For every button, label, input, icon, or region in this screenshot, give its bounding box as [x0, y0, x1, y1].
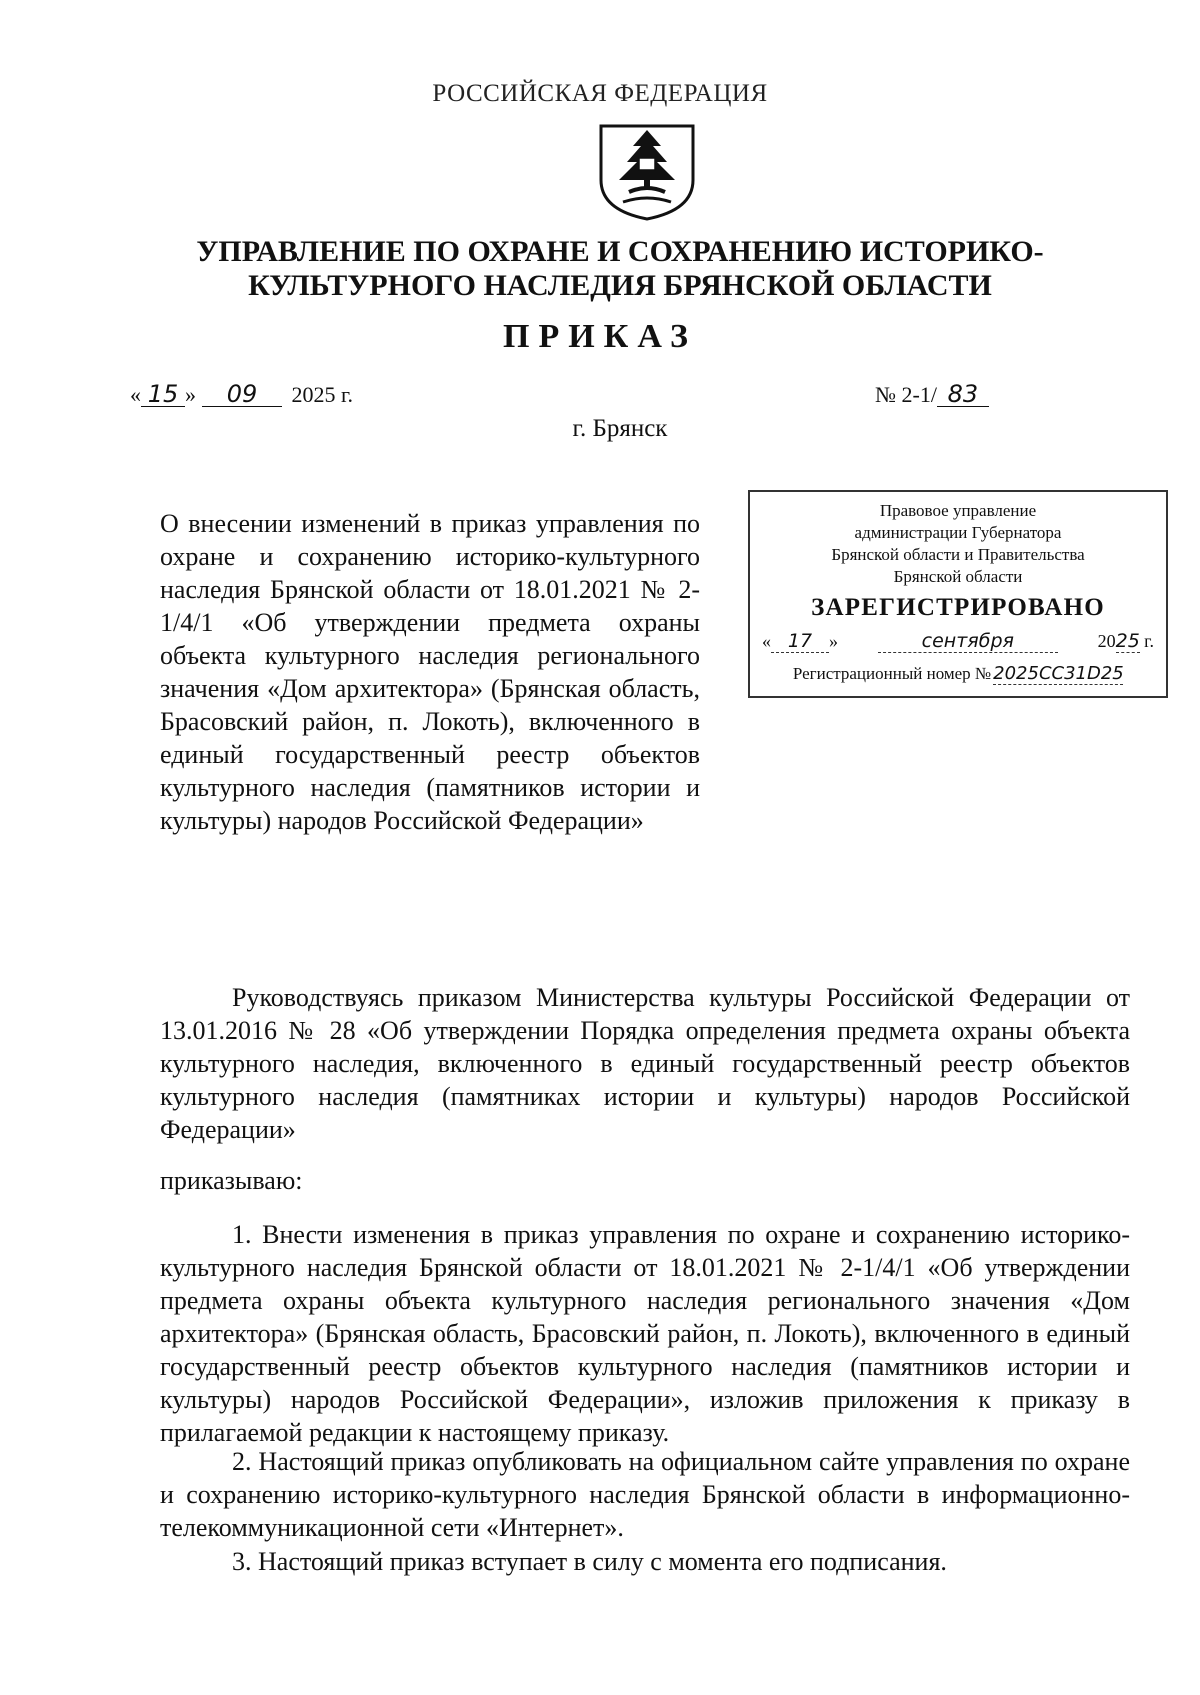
order-item-1: 1. Внести изменения в приказ управления по охране и сохранению историко-культурного наследия Брянской области от 18.01.2021 № 2-1/4/1 «Об утверждении предмета охраны объекта культурного наследия регионального значения «Дом архитектора» (Брянская область, Брасовский район, п. Локоть), включенного в единый государственный реестр объектов культурного наследия (памятников истории и культуры) народов Российской Федерации», изложив приложения к приказу в прилагаемой редакции к настоящему приказу.	[160, 1220, 1130, 1447]
city: г. Брянск	[572, 415, 668, 442]
date-close-quote: »	[185, 382, 196, 407]
order-subject: О внесении изменений в приказ управления по охране и сохранению историко-культурного наследия Брянской области от 18.01.2021 № 2-1/4/1 «Об утверждении предмета охраны объекта культурного наследия регионального значения «Дом архитектора» (Брянская область, Брасовский район, п. Локоть), включенного в единый государственный реестр объектов культурного наследия (памятников истории и культуры) народов Российской Федерации»	[160, 509, 700, 835]
stamp-date-year: 25	[1115, 630, 1140, 652]
stamp-date-year-prefix: 20	[1097, 631, 1116, 651]
stamp-date-open-quote: «	[762, 631, 771, 651]
country-header: РОССИЙСКАЯ ФЕДЕРАЦИЯ	[432, 80, 768, 107]
order-date	[130, 382, 353, 408]
organization-name: УПРАВЛЕНИЕ ПО ОХРАНЕ И СОХРАНЕНИЮ ИСТОРИКО-КУЛЬТУРНОГО НАСЛЕДИЯ БРЯНСКОЙ ОБЛАСТИ	[196, 235, 1044, 302]
order-number-value: 83	[937, 382, 989, 407]
stamp-date-month: сентября	[878, 630, 1058, 653]
stamp-reg-number: 2025СС31D25	[993, 663, 1124, 684]
order-word: приказываю:	[160, 1166, 303, 1195]
order-number-prefix: № 2-1/	[875, 382, 937, 407]
date-day: 15	[141, 382, 185, 407]
stamp-reg-label: Регистрационный номер №	[792, 664, 992, 683]
document-title: ПРИКАЗ	[503, 318, 697, 355]
order-item-2: 2. Настоящий приказ опубликовать на официальном сайте управления по охране и сохранению историко-культурного наследия Брянской области в информационно-телекоммуникационной сети «Интернет».	[160, 1447, 1130, 1542]
stamp-registration-number	[750, 663, 1166, 685]
stamp-date-day: 17	[771, 630, 829, 653]
stamp-org-line-4: Брянской области	[893, 567, 1023, 586]
preamble-paragraph: Руководствуясь приказом Министерства культуры Российской Федерации от 13.01.2016 № 28 «Об утверждении Порядка определения предмета охраны объекта культурного наследия, включенного в единый государственный реестр объектов культурного наследия (памятниках истории и культуры) народов Российской Федерации»	[160, 983, 1130, 1144]
stamp-org-line-3: Брянской области и Правительства	[831, 545, 1085, 564]
stamp-date-close-quote: »	[829, 631, 838, 651]
stamp-registered: ЗАРЕГИСТРИРОВАНО	[811, 594, 1105, 621]
date-open-quote: «	[130, 382, 141, 407]
order-number	[875, 382, 989, 408]
order-item-3: 3. Настоящий приказ вступает в силу с момента его подписания.	[232, 1547, 947, 1576]
date-month: 09	[202, 382, 282, 407]
stamp-date	[750, 630, 1166, 653]
date-year: 2025 г.	[291, 382, 354, 407]
stamp-date-year-suffix: г.	[1144, 631, 1154, 651]
stamp-org-line-2: администрации Губернатора	[854, 523, 1062, 542]
registration-stamp	[748, 490, 1168, 698]
coat-of-arms-icon	[595, 122, 699, 222]
stamp-org-line-1: Правовое управление	[879, 501, 1037, 520]
